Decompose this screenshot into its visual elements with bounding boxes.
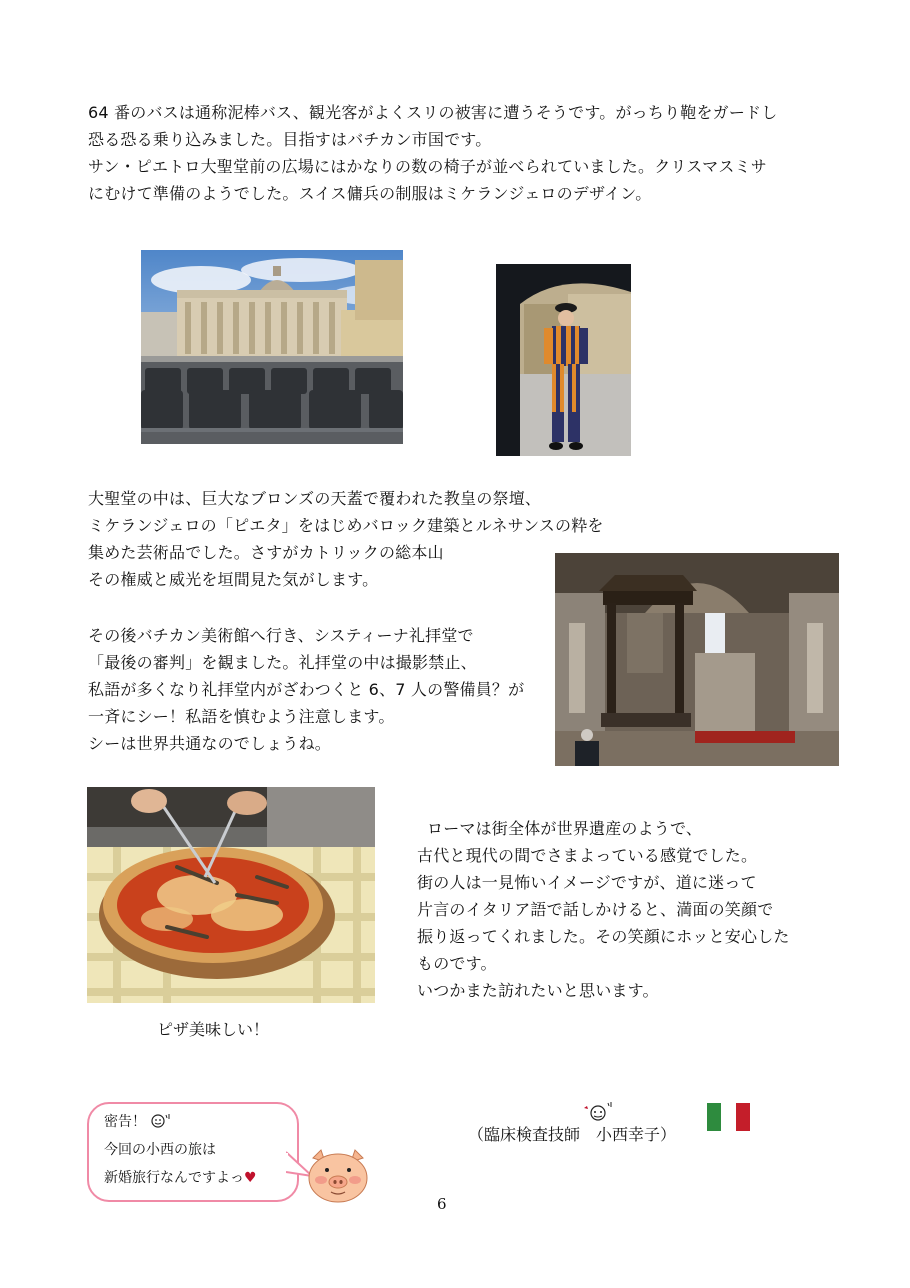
intro-paragraph	[88, 99, 777, 207]
museum-paragraph	[88, 622, 524, 757]
st-peters-square-photo	[141, 250, 403, 444]
intro-line: 恐る恐る乗り込みました。目指すはバチカン市国です。	[88, 130, 492, 149]
bubble-line-2: 今回の小西の旅は	[104, 1142, 216, 1158]
rome-line: 片言のイタリア語で話しかけると、満面の笑顔で	[417, 900, 774, 919]
bubble-line-3: 新婚旅行なんですよっ	[104, 1170, 244, 1186]
rome-line: ものです。	[417, 954, 497, 973]
pizza-photo	[87, 787, 375, 1003]
pizza-caption: ピザ美味しい！	[157, 1020, 270, 1039]
museum-line: 私語が多くなり礼拝堂内がざわつくと 6、7 人の警備員？が	[88, 680, 525, 699]
rome-line: 振り返ってくれました。その笑顔にホッと安心した	[417, 927, 790, 946]
signature: （臨床検査技師 小西幸子）	[468, 1125, 677, 1144]
museum-line: 一斉にシー！私語を慎むよう注意します。	[88, 707, 395, 726]
page-number: 6	[437, 1195, 447, 1213]
intro-line: にむけて準備のようでした。スイス傭兵の制服はミケランジェロのデザイン。	[88, 184, 652, 203]
basilica-line: その権威と威光を垣間見た気がします。	[88, 570, 379, 589]
basilica-line: 大聖堂の中は、巨大なブロンズの天蓋で覆われた教皇の祭壇、	[88, 489, 542, 508]
rome-line: ローマは街全体が世界遺産のようで、	[427, 819, 703, 838]
rome-line: 街の人は一見怖いイメージですが、道に迷って	[417, 873, 757, 892]
intro-line: 64 番のバスは通称泥棒バス、観光客がよくスリの被害に遭うそうです。がっちり鞄をガードし	[88, 103, 778, 122]
bubble-text	[104, 1108, 257, 1192]
basilica-paragraph	[88, 485, 604, 593]
heart-icon: ♥	[244, 1170, 257, 1186]
museum-line: 「最後の審判」を観ました。礼拝堂の中は撮影禁止、	[88, 653, 477, 672]
basilica-line: ミケランジェロの「ピエタ」をはじめバロック建築とルネサンスの粋を	[88, 516, 604, 535]
rome-paragraph	[417, 815, 790, 1004]
swiss-guard-photo	[496, 264, 631, 456]
museum-line: その後バチカン美術館へ行き、システィーナ礼拝堂で	[88, 626, 474, 645]
italian-flag-icon	[707, 1103, 750, 1131]
basilica-line: 集めた芸術品でした。さすがカトリックの総本山	[88, 543, 444, 562]
face-doodle-icon	[150, 1112, 172, 1128]
face-doodle-icon	[582, 1100, 616, 1122]
basilica-interior-photo	[555, 553, 839, 766]
rome-line: 古代と現代の間でさまよっている感覚でした。	[417, 846, 758, 865]
pig-face-icon	[305, 1148, 371, 1204]
bubble-line-1: 密告！	[104, 1114, 146, 1130]
rome-line: いつかまた訪れたいと思います。	[417, 981, 659, 1000]
intro-line: サン・ピエトロ大聖堂前の広場にはかなりの数の椅子が並べられていました。クリスマスミサ	[88, 157, 767, 176]
museum-line: シーは世界共通なのでしょうね。	[88, 734, 332, 753]
